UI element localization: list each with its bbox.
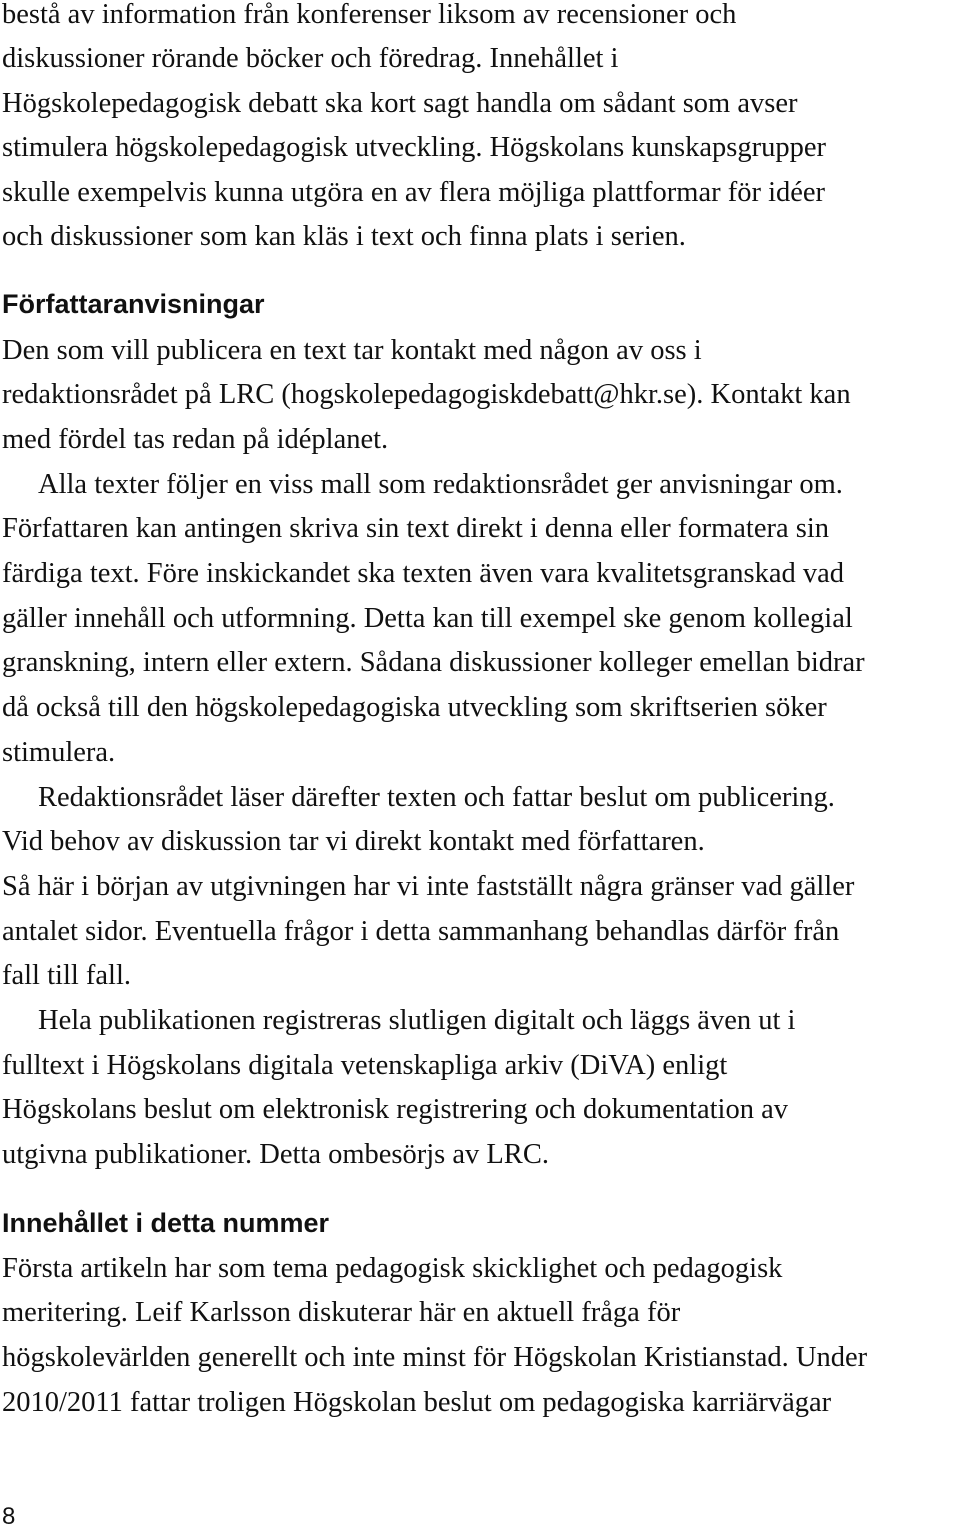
body-line: fall till fall. <box>2 960 132 991</box>
body-line: Redaktionsrådet läser därefter texten och fattar beslut om publicering. <box>38 782 835 813</box>
body-line: Den som vill publicera en text tar kontakt med någon av oss i <box>2 335 702 366</box>
body-line: Högskolans beslut om elektronisk registrering och dokumentation av <box>2 1094 788 1125</box>
body-line: Så här i början av utgivningen har vi inte fastställt några gränser vad gäller <box>2 871 855 902</box>
section-heading: Författaranvisningar <box>2 289 265 319</box>
body-line: meritering. Leif Karlsson diskuterar här en aktuell fråga för <box>2 1297 681 1328</box>
body-line: granskning, intern eller extern. Sådana diskussioner kolleger emellan bidrar <box>2 647 865 678</box>
body-line: Vid behov av diskussion tar vi direkt kontakt med författaren. <box>2 826 705 857</box>
body-line: med fördel tas redan på idéplanet. <box>2 424 389 455</box>
body-line: högskolevärlden generellt och inte minst för Högskolan Kristianstad. Under <box>2 1342 868 1373</box>
body-line: antalet sidor. Eventuella frågor i detta sammanhang behandlas därför från <box>2 916 840 947</box>
body-line: fulltext i Högskolans digitala vetenskapliga arkiv (DiVA) enligt <box>2 1050 728 1081</box>
body-line: då också till den högskolepedagogiska utveckling som skriftserien söker <box>2 692 827 723</box>
body-line: redaktionsrådet på LRC (hogskolepedagogiskdebatt@hkr.se). Kontakt kan <box>2 379 851 410</box>
section-heading: Innehållet i detta nummer <box>2 1208 330 1238</box>
body-line: utgivna publikationer. Detta ombesörjs av LRC. <box>2 1139 549 1170</box>
body-line: Författaren kan antingen skriva sin text direkt i denna eller formatera sin <box>2 513 830 544</box>
intro-line: stimulera högskolepedagogisk utveckling. Högskolans kunskapsgrupper <box>2 132 826 163</box>
page-number: 8 <box>2 1503 16 1530</box>
body-line: gäller innehåll och utformning. Detta kan till exempel ske genom kollegial <box>2 603 853 634</box>
body-line: Hela publikationen registreras slutligen digitalt och läggs även ut i <box>38 1005 796 1036</box>
intro-line: och diskussioner som kan kläs i text och finna plats i serien. <box>2 221 686 252</box>
body-line: stimulera. <box>2 737 116 768</box>
body-line: 2010/2011 fattar troligen Högskolan beslut om pedagogiska karriärvägar <box>2 1387 832 1418</box>
body-line: färdiga text. Före inskickandet ska texten även vara kvalitetsgranskad vad <box>2 558 845 589</box>
intro-line: bestå av information från konferenser liksom av recensioner och <box>2 0 737 30</box>
body-line: Första artikeln har som tema pedagogisk skicklighet och pedagogisk <box>2 1253 783 1284</box>
intro-line: skulle exempelvis kunna utgöra en av flera möjliga plattformar för idéer <box>2 177 826 208</box>
intro-line: diskussioner rörande böcker och föredrag. Innehållet i <box>2 43 619 74</box>
intro-line: Högskolepedagogisk debatt ska kort sagt handla om sådant som avser <box>2 88 798 119</box>
body-line: Alla texter följer en viss mall som redaktionsrådet ger anvisningar om. <box>38 469 843 500</box>
